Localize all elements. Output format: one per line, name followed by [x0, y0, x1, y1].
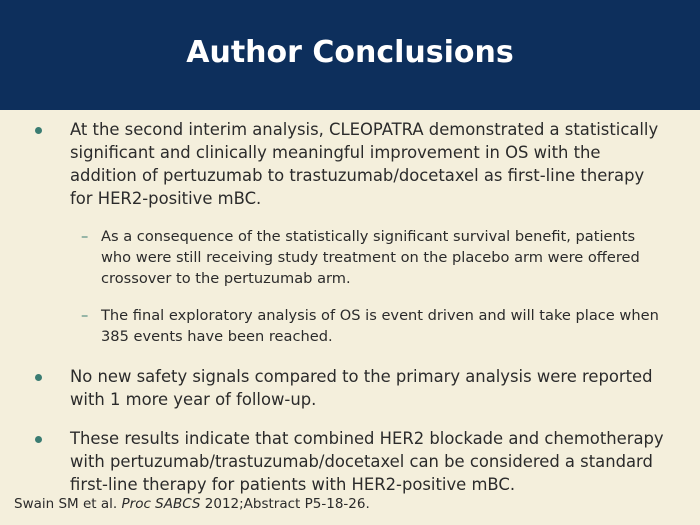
- citation-rest: 2012;Abstract P5-18-26.: [200, 496, 370, 512]
- bullet-text: No new safety signals compared to the primary analysis were reported with 1 more year of follow-up.: [70, 367, 653, 409]
- slide-content: [0, 112, 700, 496]
- citation-journal: Proc SABCS: [121, 496, 201, 512]
- bullet-item: [0, 427, 700, 496]
- bullet-item: [0, 118, 700, 210]
- bullet-item: [0, 365, 700, 411]
- sub-bullet-item: [0, 226, 700, 289]
- citation-authors: Swain SM et al.: [14, 496, 122, 512]
- dash-icon: –: [81, 228, 89, 245]
- title-banner: [0, 0, 700, 110]
- citation: [14, 496, 370, 512]
- dash-icon: –: [81, 307, 89, 324]
- bullet-dot-icon: [35, 436, 42, 443]
- slide-title: Author Conclusions: [186, 34, 514, 70]
- sub-bullet-text: The final exploratory analysis of OS is event driven and will take place when 385 events have been reached.: [101, 307, 659, 345]
- sub-bullet-item: [0, 305, 700, 347]
- bullet-dot-icon: [35, 374, 42, 381]
- bullet-text: These results indicate that combined HER2 blockade and chemotherapy with pertuzumab/trastuzumab/docetaxel can be considered a standard first-line therapy for patients with HER2-positive mBC.: [70, 429, 664, 494]
- bullet-dot-icon: [35, 127, 42, 134]
- bullet-text: At the second interim analysis, CLEOPATRA demonstrated a statistically significant and clinically meaningful improvement in OS with the addition of pertuzumab to trastuzumab/docetaxel as first-line therapy for HER2-positive mBC.: [70, 120, 659, 208]
- sub-bullet-text: As a consequence of the statistically significant survival benefit, patients who were still receiving study treatment on the placebo arm were offered crossover to the pertuzumab arm.: [101, 228, 640, 287]
